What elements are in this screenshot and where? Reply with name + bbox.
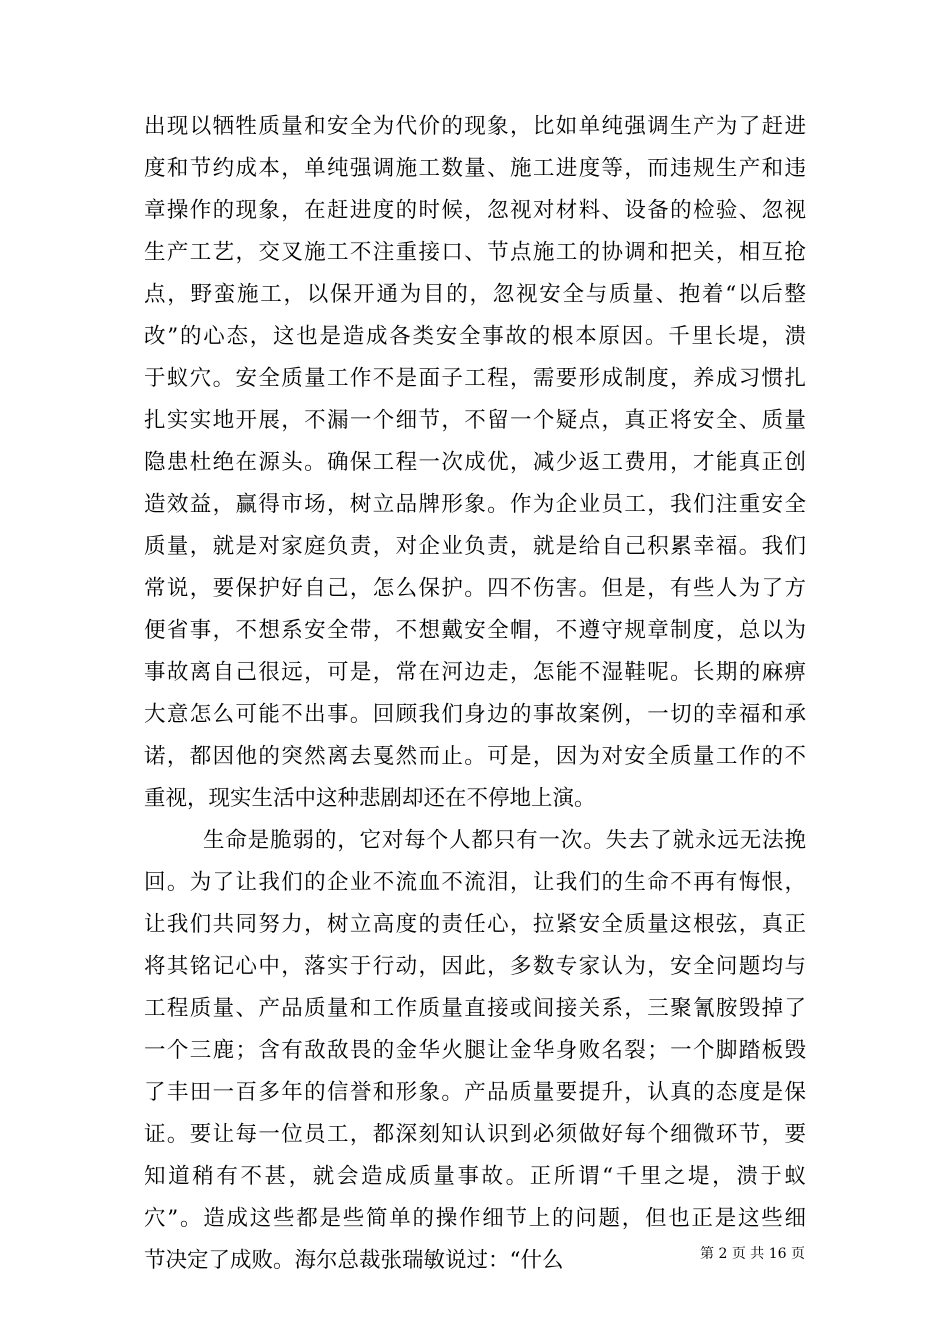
page-number: 第 2 页 共 16 页 bbox=[700, 1246, 805, 1262]
text-line: 点，野蛮施工，以保开通为目的，忽视安全与质量、抱着“以后整 bbox=[144, 282, 806, 307]
text-line: 将其铭记心中，落实于行动，因此，多数专家认为，安全问题均与 bbox=[144, 954, 806, 979]
text-line: 于蚁穴。安全质量工作不是面子工程，需要形成制度，养成习惯扎 bbox=[144, 366, 806, 391]
text-line: 重视，现实生活中这种悲剧却还在不停地上演。 bbox=[144, 786, 596, 811]
text-line: 工程质量、产品质量和工作质量直接或间接关系，三聚氰胺毁掉了 bbox=[144, 996, 806, 1021]
text-line: 章操作的现象，在赶进度的时候，忽视对材料、设备的检验、忽视 bbox=[144, 198, 806, 223]
text-line: 一个三鹿；含有敌敌畏的金华火腿让金华身败名裂；一个脚踏板毁 bbox=[144, 1038, 806, 1063]
text-line: 大意怎么可能不出事。回顾我们身边的事故案例，一切的幸福和承 bbox=[144, 702, 806, 727]
text-line: 造效益，赢得市场，树立品牌形象。作为企业员工，我们注重安全 bbox=[144, 492, 806, 517]
paragraph-first-line: 生命是脆弱的，它对每个人都只有一次。失去了就永远无法挽 bbox=[203, 828, 806, 853]
text-line: 让我们共同努力，树立高度的责任心，拉紧安全质量这根弦，真正 bbox=[144, 912, 806, 937]
text-line: 事故离自己很远，可是，常在河边走，怎能不湿鞋呢。长期的麻痹 bbox=[144, 660, 806, 685]
text-line: 诺，都因他的突然离去戛然而止。可是，因为对安全质量工作的不 bbox=[144, 744, 806, 769]
text-line: 回。为了让我们的企业不流血不流泪，让我们的生命不再有悔恨， bbox=[144, 870, 806, 895]
text-line: 常说，要保护好自己，怎么保护。四不伤害。但是，有些人为了方 bbox=[144, 576, 806, 601]
text-line: 节决定了成败。海尔总裁张瑞敏说过：“什么 bbox=[144, 1248, 564, 1273]
text-line: 扎实实地开展，不漏一个细节，不留一个疑点，真正将安全、质量 bbox=[144, 408, 806, 433]
text-line: 度和节约成本，单纯强调施工数量、施工进度等，而违规生产和违 bbox=[144, 156, 806, 181]
text-line: 便省事，不想系安全带，不想戴安全帽，不遵守规章制度，总以为 bbox=[144, 618, 806, 643]
text-line: 改”的心态，这也是造成各类安全事故的根本原因。千里长堤，溃 bbox=[144, 324, 806, 349]
text-line: 隐患杜绝在源头。确保工程一次成优，减少返工费用，才能真正创 bbox=[144, 450, 806, 475]
text-line: 出现以牺牲质量和安全为代价的现象，比如单纯强调生产为了赶进 bbox=[144, 114, 806, 139]
text-line: 了丰田一百多年的信誉和形象。产品质量要提升，认真的态度是保 bbox=[144, 1080, 806, 1105]
text-line: 质量，就是对家庭负责，对企业负责，就是给自己积累幸福。我们 bbox=[144, 534, 806, 559]
text-line: 证。要让每一位员工，都深刻知认识到必须做好每个细微环节，要 bbox=[144, 1122, 806, 1147]
text-line: 知道稍有不甚，就会造成质量事故。正所谓“千里之堤，溃于蚁 bbox=[144, 1164, 806, 1189]
text-line: 生产工艺，交叉施工不注重接口、节点施工的协调和把关，相互抢 bbox=[144, 240, 806, 265]
text-line: 穴”。造成这些都是些简单的操作细节上的问题，但也正是这些细 bbox=[144, 1206, 806, 1231]
